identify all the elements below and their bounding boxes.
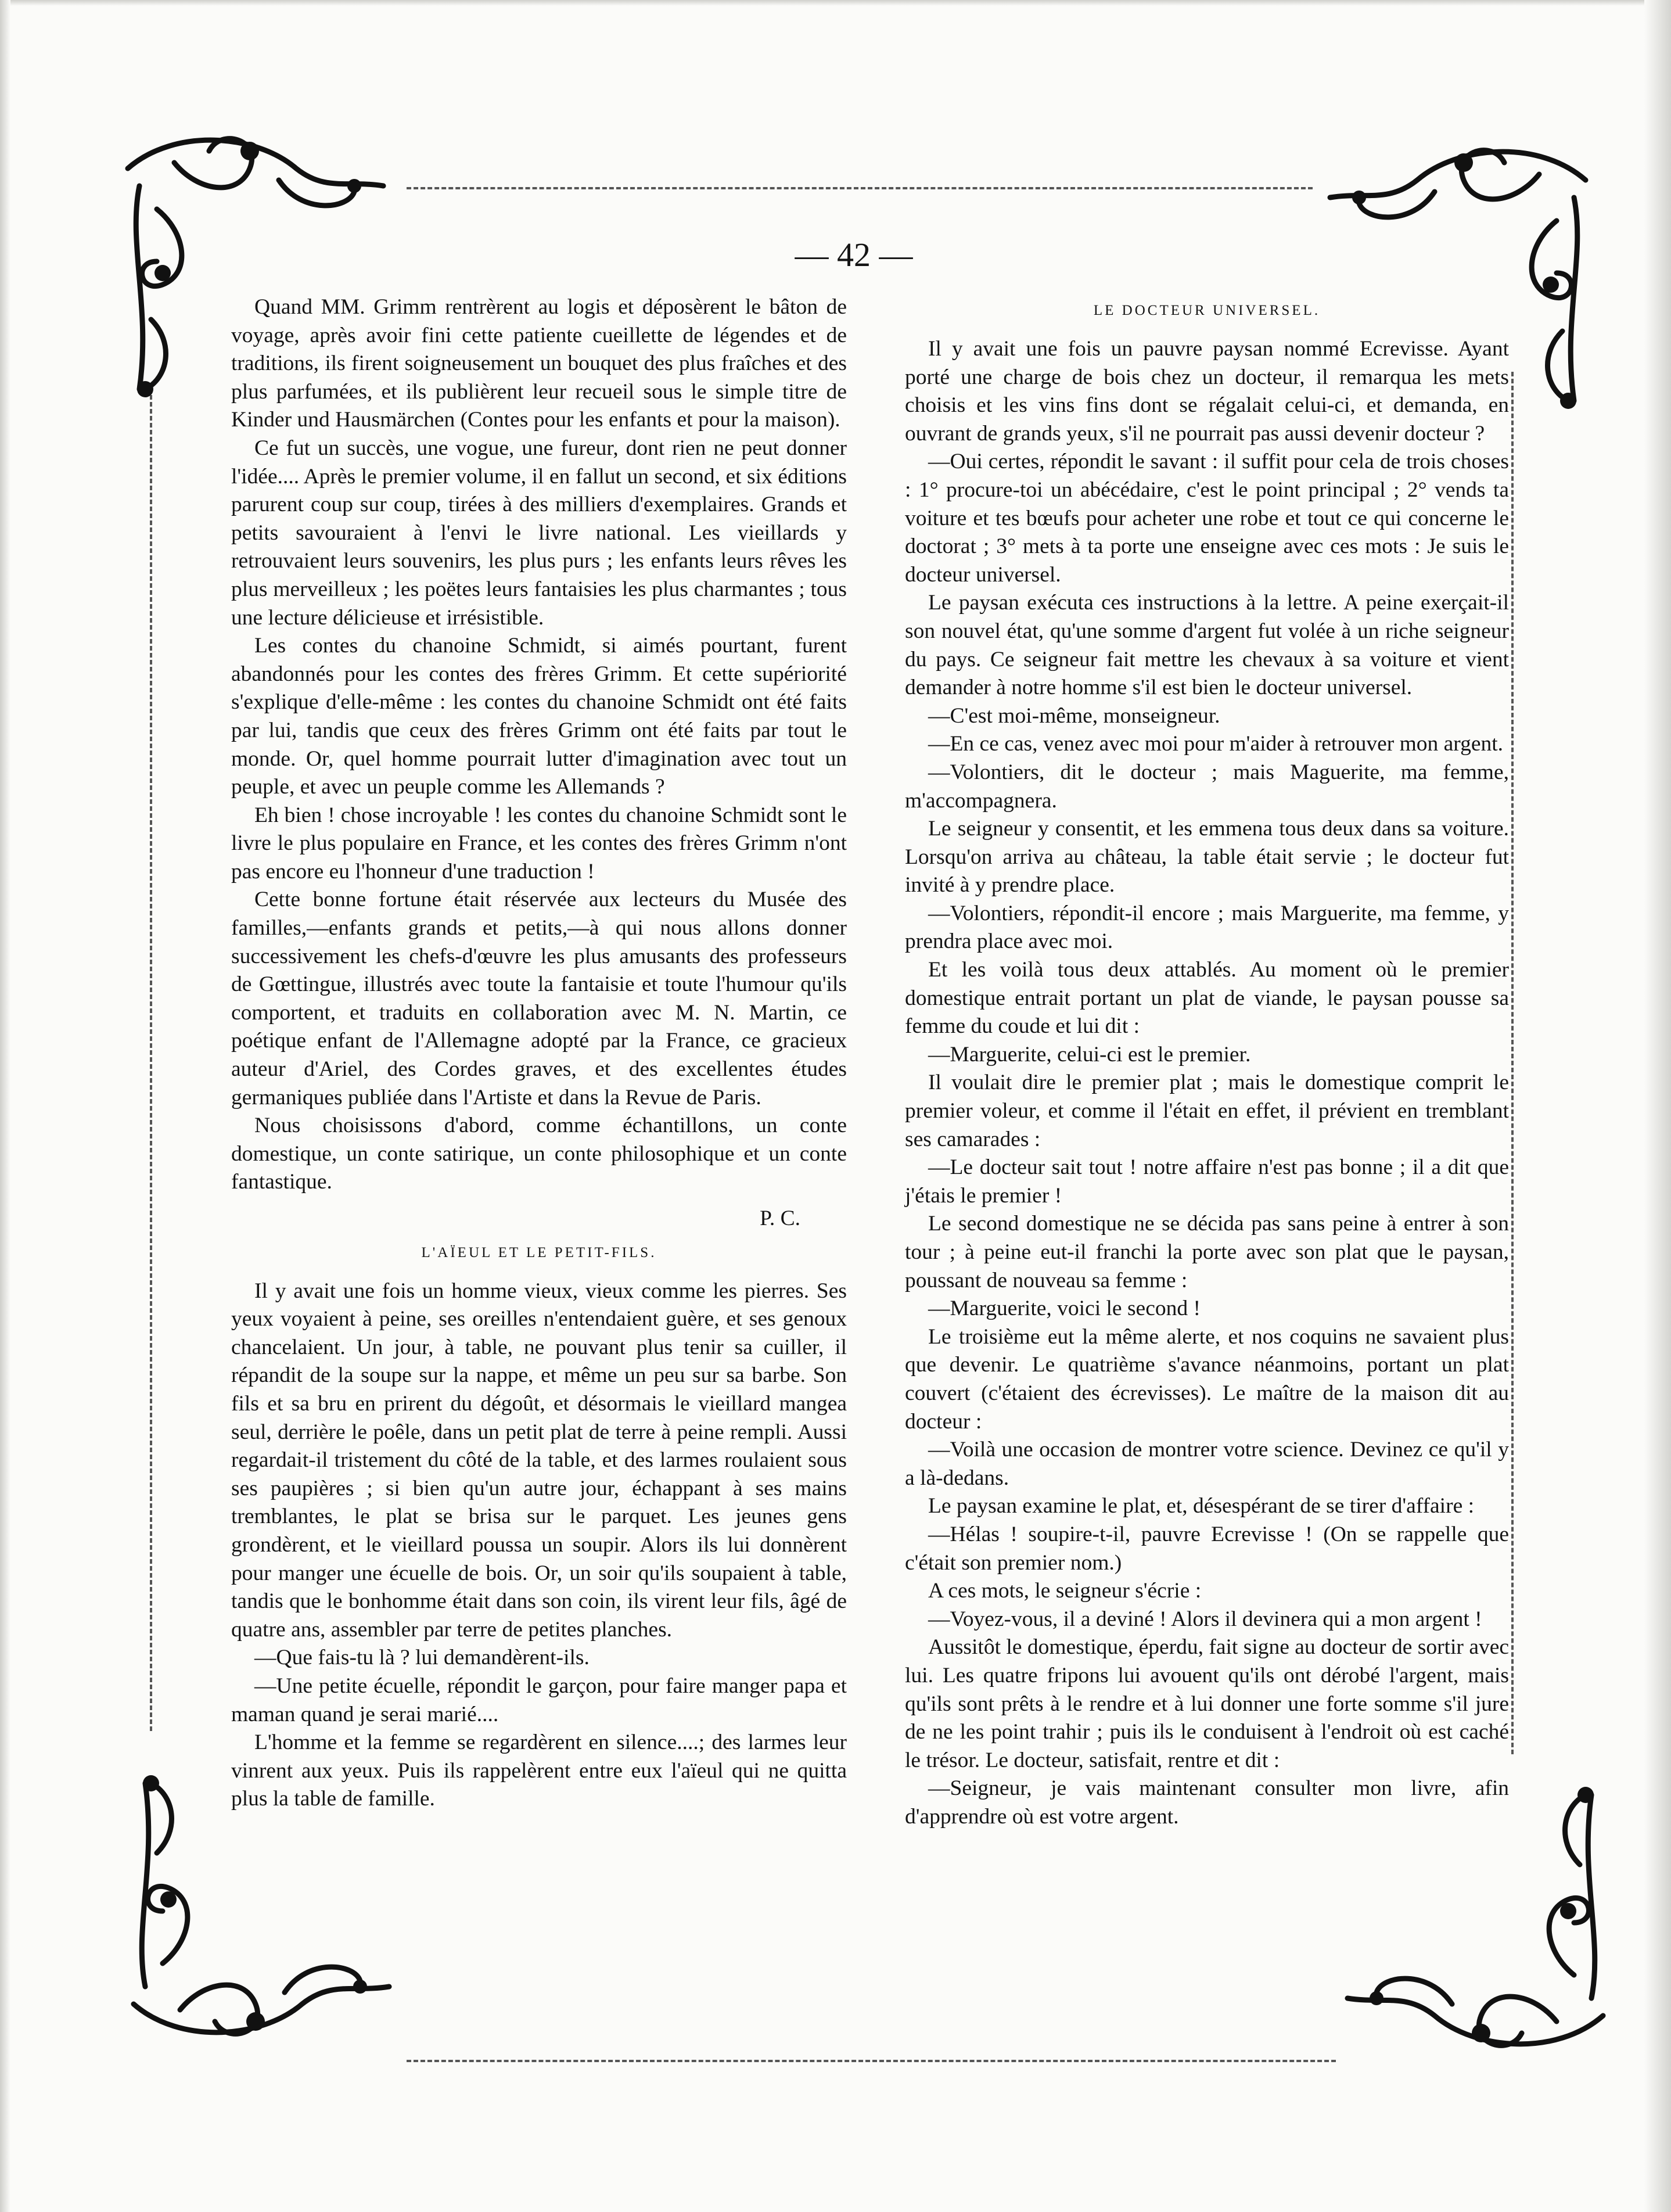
paragraph: Quand MM. Grimm rentrèrent au logis et déposèrent le bâton de voyage, après avoir fini cette patiente cueillette de légendes et de traditions, ils firent soigneusement un bouquet des plus fraîches et des plus parfumées, et ils publièrent leur recueil sous le simple titre de Kinder und Hausmärchen (Contes pour les enfants et pour la maison). xyxy=(231,295,847,432)
paragraph: —Une petite écuelle, répondit le garçon, pour faire manger papa et maman quand je serai marié.... xyxy=(231,1674,847,1726)
paragraph: —Voilà une occasion de montrer votre science. Devinez ce qu'il y a là-dedans. xyxy=(905,1438,1509,1490)
paragraph: Et les voilà tous deux attablés. Au moment où le premier domestique entrait portant un plat de viande, le paysan pousse sa femme du coude et lui dit : xyxy=(905,958,1509,1039)
paragraph: —C'est moi-même, monseigneur. xyxy=(928,703,1220,728)
paragraph: —Le docteur sait tout ! notre affaire n'est pas bonne ; il a dit que j'étais le premier ! xyxy=(905,1155,1509,1208)
frame-border-right xyxy=(1511,372,1514,1754)
paragraph: —En ce cas, venez avec moi pour m'aider à retrouver mon argent. xyxy=(928,732,1504,756)
paragraph: —Volontiers, dit le docteur ; mais Maguerite, ma femme, m'accompagnera. xyxy=(905,760,1509,813)
paragraph: Les contes du chanoine Schmidt, si aimés pourtant, furent abandonnés pour les contes des frères Grimm. Et cette supériorité s'explique d'elle-même : les contes du chanoine Schmidt ont été faits par lui, tandis que ceux des frères Grimm ont été faits par tout le monde. Or, quel homme pourrait lutter d'imagination avec tout un peuple, et avec un peuple comme les Allemands ? xyxy=(231,634,847,799)
paragraph: Il y avait une fois un pauvre paysan nommé Ecrevisse. Ayant porté une charge de bois chez un docteur, il remarqua les mets choisis et les vins fins dont se régalait celui-ci, et demanda, en ouvrant de grands yeux, s'il ne pourrait pas aussi devenir docteur ? xyxy=(905,337,1509,446)
paragraph: —Marguerite, voici le second ! xyxy=(928,1297,1201,1321)
paragraph: A ces mots, le seigneur s'écrie : xyxy=(928,1579,1202,1603)
paragraph: —Volontiers, répondit-il encore ; mais Marguerite, ma femme, y prendra place avec moi. xyxy=(905,901,1509,954)
paragraph: —Seigneur, je vais maintenant consulter mon livre, afin d'apprendre où est votre argent. xyxy=(905,1776,1509,1829)
paragraph: —Marguerite, celui-ci est le premier. xyxy=(928,1042,1251,1066)
paragraph: —Voyez-vous, il a deviné ! Alors il devinera qui a mon argent ! xyxy=(928,1607,1482,1631)
paragraph: Cette bonne fortune était réservée aux lecteurs du Musée des familles,—enfants grands et petits,—à qui nous allons donner successivement les chefs-d'œuvre les plus amusants des professeurs de Gœttingue, illustrés avec toute la fantaisie et toute l'humour qu'ils comportent, et traduits en collaboration avec M. N. Martin, ce poétique enfant de l'Allemagne adopté par la France, ce gracieux auteur d'Ariel, des Cordes graves, et des excellentes études germaniques publiée dans l'Artiste et dans la Revue de Paris. xyxy=(231,888,847,1109)
frame-border-top xyxy=(407,187,1313,189)
paragraph: Le paysan exécuta ces instructions à la lettre. A peine exerçait-il son nouvel état, qu'une somme d'argent fut volée à un riche seigneur du pays. Ce seigneur fait mettre les chevaux à sa voiture et vient demander à notre homme s'il est bien le docteur universel. xyxy=(905,591,1509,700)
paragraph: Il y avait une fois un homme vieux, vieux comme les pierres. Ses yeux voyaient à peine, ses oreilles n'entendaient guère, et ses genoux chancelaient. Un jour, à table, ne pouvant plus tenir sa cuiller, il répandit de la soupe sur la nappe, et même un peu sur sa barbe. Son fils et sa bru en prirent du dégoût, et désormais le vieillard mangea seul, derrière le poêle, dans un petit plat de terre à peine rempli. Aussi regardait-il tristement du côté de la table, et des larmes roulaient sous ses paupières ; si bien qu'un autre jour, échappant à ses mains tremblantes, le plat se brisa sur le parquet. Les jeunes gens grondèrent, et le vieillard poussa un soupir. Alors ils lui donnèrent pour manger une écuelle de bois. Or, un soir qu'ils soupaient à table, tandis que le bonhomme était dans son coin, ils virent leur fils, âgé de quatre ans, assembler par terre de petites planches. xyxy=(231,1279,847,1642)
paragraph: Nous choisissons d'abord, comme échantillons, un conte domestique, un conte satirique, un conte philosophique et un conte fantastique. xyxy=(231,1114,847,1194)
paragraph: Ce fut un succès, une vogue, une fureur, dont rien ne peut donner l'idée.... Après le premier volume, il en fallut un second, et six éditions parurent coup sur coup, tirées à des milliers d'exemplaires. Grands et petits savouraient à l'envi le livre national. Les vieillards y retrouvaient leurs souvenirs, les plus purs ; les enfants leurs rêves les plus merveilleux ; les poëtes leurs fantaisies les plus charmantes ; tous une lecture délicieuse et irrésistible. xyxy=(231,436,847,630)
paragraph: Le seigneur y consentit, et les emmena tous deux dans sa voiture. Lorsqu'on arriva au château, la table était servie ; le docteur fut invité à y prendre place. xyxy=(905,817,1509,897)
page-top-edge xyxy=(0,0,1671,6)
page-right-edge xyxy=(1644,0,1671,2212)
frame-border-left xyxy=(150,395,152,1731)
paragraph: Eh bien ! chose incroyable ! les contes du chanoine Schmidt sont le livre le plus populaire en France, et les contes des frères Grimm n'ont pas encore eu l'honneur d'une traduction ! xyxy=(231,803,847,884)
paragraph: —Hélas ! soupire-t-il, pauvre Ecrevisse ! (On se rappelle que c'était son premier nom.) xyxy=(905,1522,1509,1575)
paragraph: Aussitôt le domestique, éperdu, fait signe au docteur de sortir avec lui. Les quatre fripons lui avouent qu'ils ont dérobé l'argent, mais qu'ils sont prêts à le rendre et à lui donner une forte somme s'il jure de ne les point trahir ; puis ils le conduisent à l'endroit où est caché le trésor. Le docteur, satisfait, rentre et dit : xyxy=(905,1635,1509,1772)
paragraph: —Que fais-tu là ? lui demandèrent-ils. xyxy=(254,1646,590,1670)
signature: P. C. xyxy=(760,1206,800,1230)
story-title: LE DOCTEUR UNIVERSEL. xyxy=(1093,303,1321,318)
page-number: — 42 — xyxy=(795,236,913,274)
frame-border-bottom xyxy=(407,2060,1336,2062)
right-column xyxy=(905,293,1509,1831)
paragraph: Le paysan examine le plat, et, désespérant de se tirer d'affaire : xyxy=(928,1494,1475,1518)
story-title: L'AÏEUL ET LE PETIT-FILS. xyxy=(421,1244,657,1261)
paragraph: Le second domestique ne se décida pas sans peine à entrer à son tour ; à peine eut-il franchi la porte avec son plat que le paysan, poussant de nouveau sa femme : xyxy=(905,1212,1509,1292)
paragraph: Il voulait dire le premier plat ; mais le domestique comprit le premier voleur, et comme il l'était en effet, il prévient en tremblant ses camarades : xyxy=(905,1071,1509,1151)
left-column xyxy=(231,293,847,1814)
paragraph: Le troisième eut la même alerte, et nos coquins ne savaient plus que devenir. Le quatrième s'avance néanmoins, portant un plat couvert (c'étaient des écrevisses). Le maître de la maison dit au docteur : xyxy=(905,1324,1509,1434)
page-left-edge xyxy=(0,0,10,2212)
paragraph: L'homme et la femme se regardèrent en silence....; des larmes leur vinrent aux yeux. Puis ils rappelèrent entre eux l'aïeul qui ne quitta plus la table de famille. xyxy=(231,1730,847,1811)
paragraph: —Oui certes, répondit le savant : il suffit pour cela de trois choses : 1° procure-toi un abécédaire, c'est le point principal ; 2° vends ta voiture et tes bœufs pour acheter une robe et tout ce qui concerne le doctorat ; 3° mets à ta porte une enseigne avec ces mots : Je suis le docteur universel. xyxy=(905,450,1509,587)
